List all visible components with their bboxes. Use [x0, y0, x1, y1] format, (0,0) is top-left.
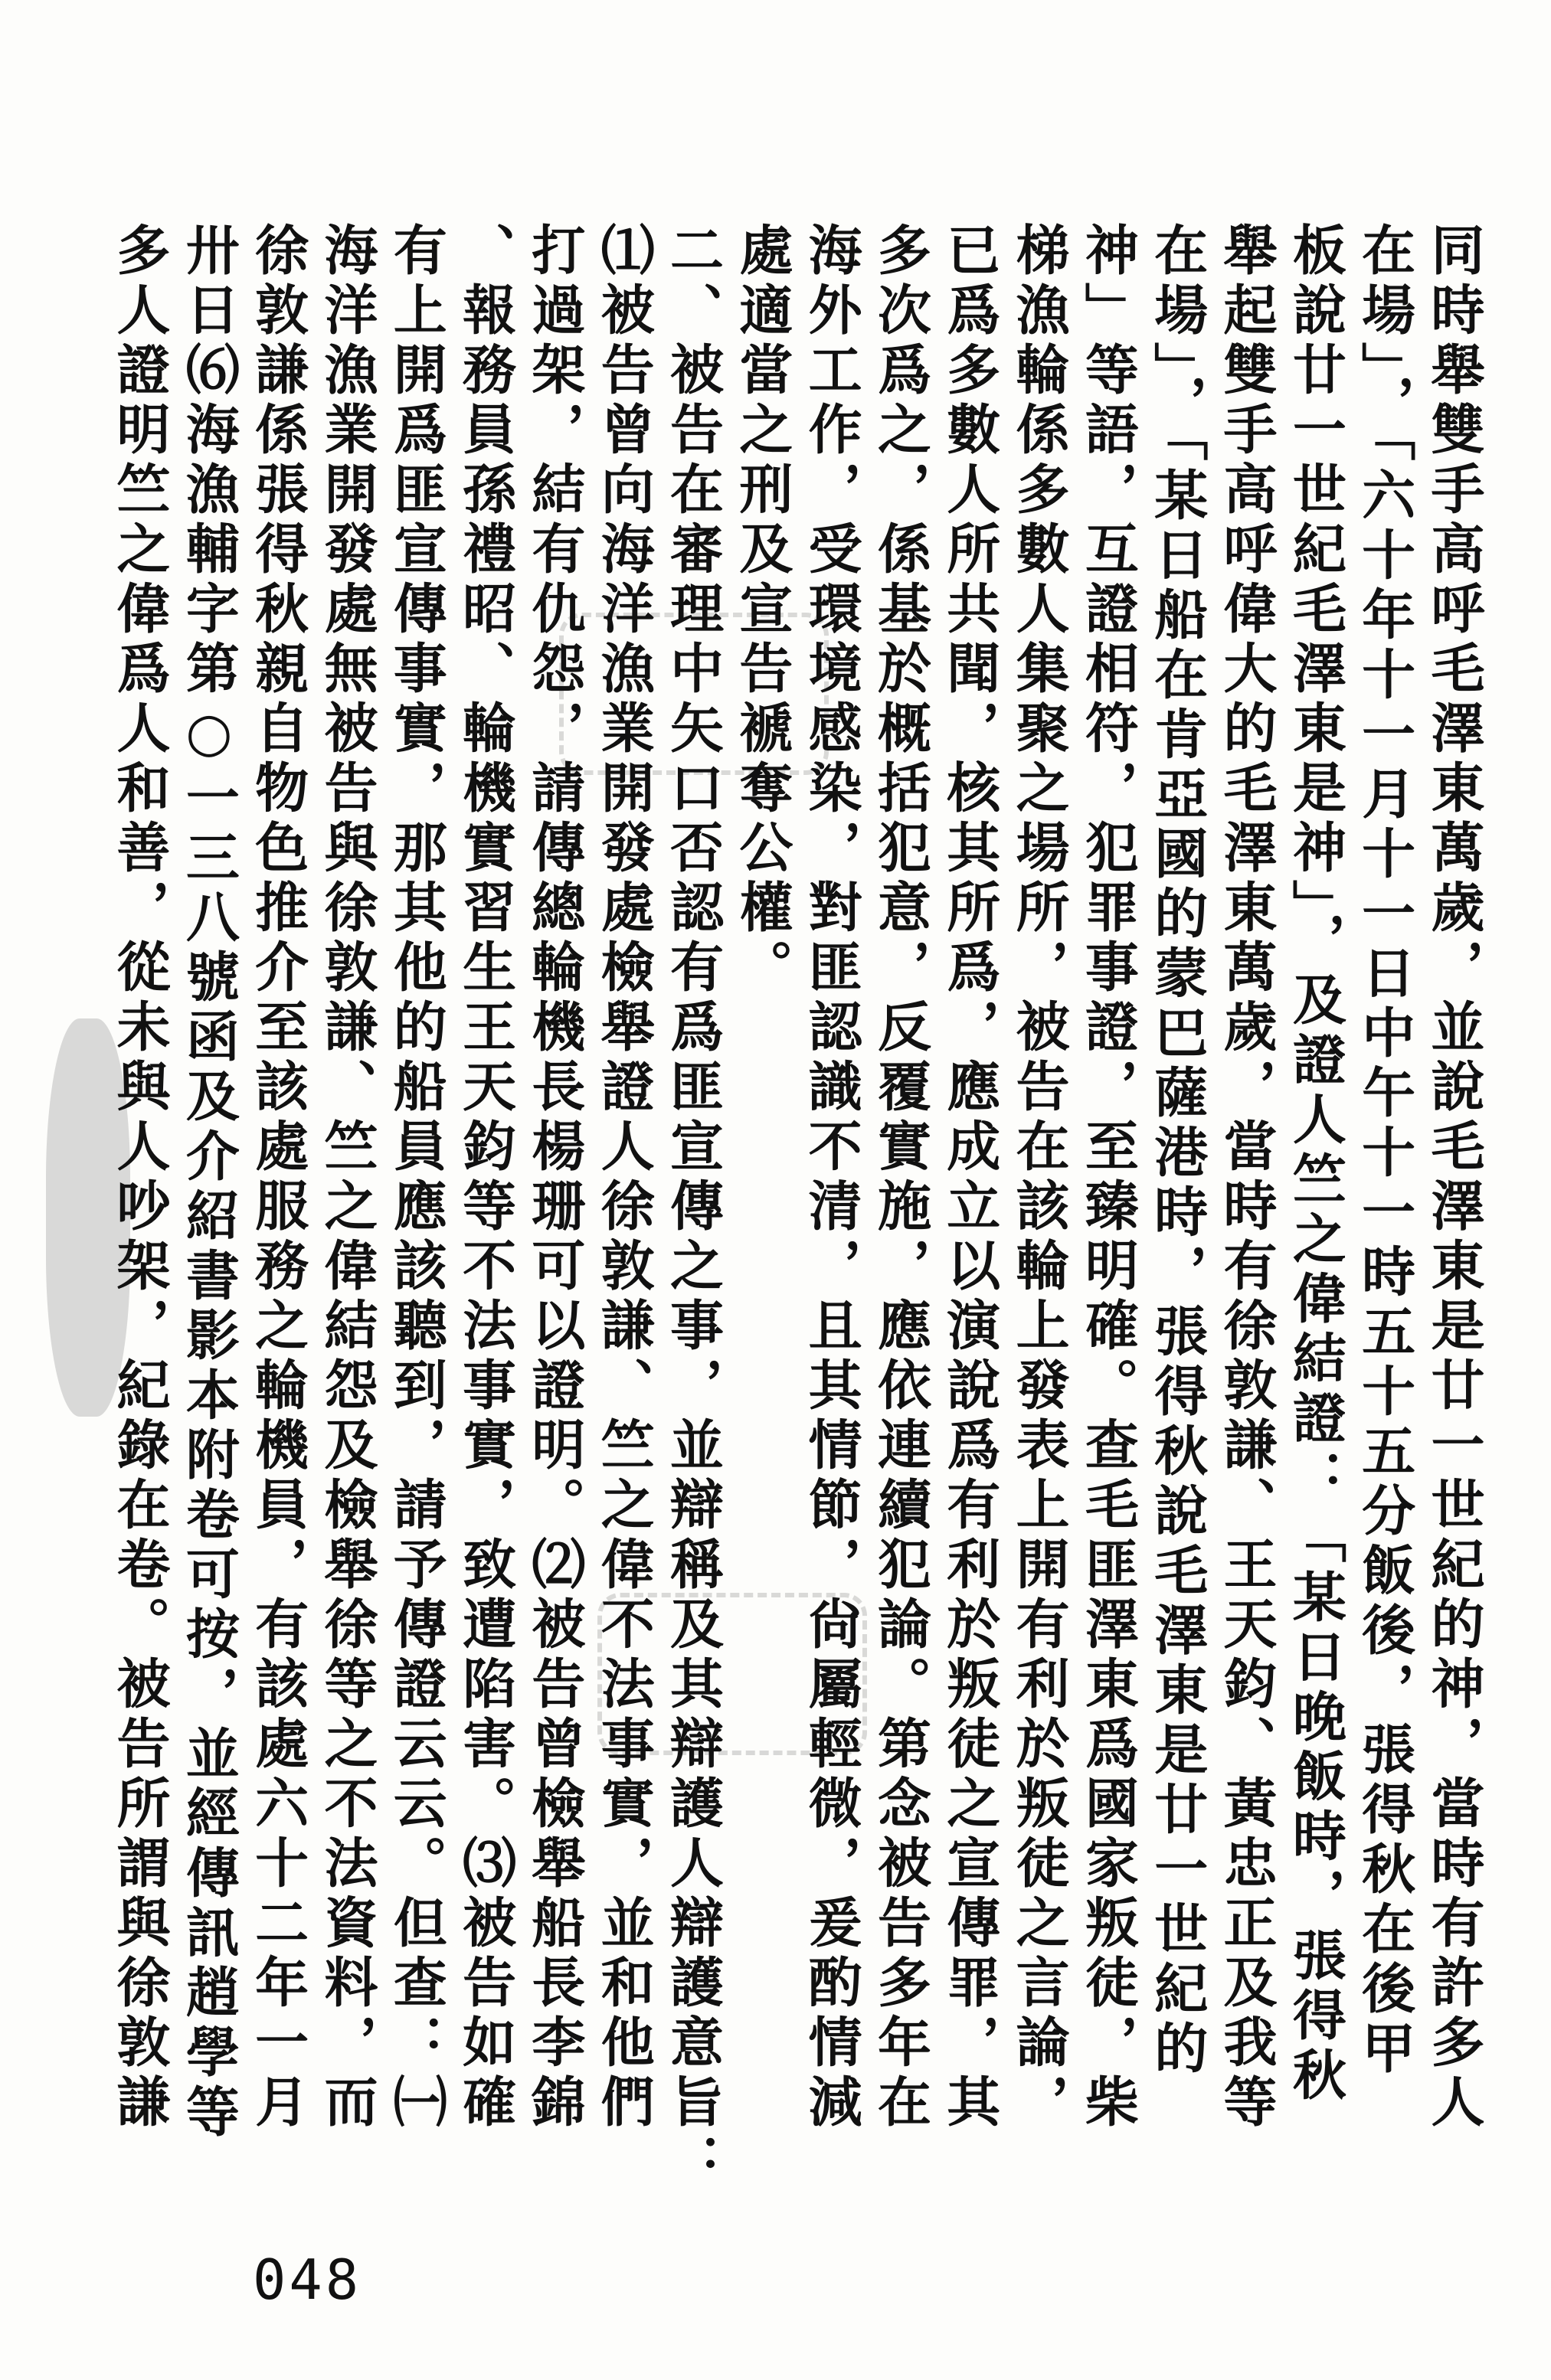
text-column: 二、被告在審理中矢口否認有爲匪宣傳之事，並辯稱及其辯護人辯護意旨：	[661, 222, 725, 2193]
text-column: 多人證明竺之偉爲人和善，從未與人吵架，紀錄在卷。被告所謂與徐敦謙	[108, 222, 172, 2133]
text-column: 海洋漁業開發處無被告與徐敦謙、竺之偉結怨及檢舉徐等之不法資料，而	[315, 222, 379, 2133]
text-column: 舉起雙手高呼偉大的毛澤東萬歲，當時有徐敦謙、王天鈞、黃忠正及我等	[1215, 222, 1278, 2133]
text-column: 梯漁輪係多數人集聚之場所，被告在該輪上發表上開有利於叛徒之言論，	[1007, 222, 1072, 2133]
text-column: ⑴被告曾向海洋漁業開發處檢舉證人徐敦謙、竺之偉不法事實，並和他們	[592, 222, 656, 2133]
text-column: 處適當之刑及宣告褫奪公權。	[730, 222, 794, 999]
text-column: 多次爲之，係基於概括犯意，反覆實施，應依連續犯論。第念被告多年在	[869, 222, 933, 2133]
text-column: 板說廿一世紀毛澤東是神」，及證人竺之偉結證：「某日晚飯時，張得秋	[1284, 222, 1348, 2107]
text-column: 徐敦謙係張得秋親自物色推介至該處服務之輪機員，有該處六十二年一月	[246, 222, 310, 2133]
text-column: 、報務員孫禮昭、輪機實習生王天鈞等不法事實，致遭陷害。⑶被告如確	[453, 222, 518, 2133]
text-column: 有上開爲匪宣傳事實，那其他的船員應該聽到，請予傳證云云。但查：㈠	[384, 222, 449, 2133]
text-column: 在場」，「某日船在肯亞國的蒙巴薩港時，張得秋說毛澤東是廿一世紀的	[1145, 222, 1209, 2080]
text-column: 神」等語，互證相符，犯罪事證，至臻明確。查毛匪澤東爲國家叛徒，柴	[1076, 222, 1140, 2133]
vertical-text-block	[107, 222, 1486, 2221]
text-column: 卅日⑹海漁輔字第○一三八號函及介紹書影本附卷可按，並經傳訊趙學等	[177, 222, 241, 2143]
text-column: 在場」，「六十年十一月十一日中午十一時五十五分飯後，張得秋在後甲	[1353, 222, 1417, 2080]
page-number: 048	[253, 2248, 362, 2312]
text-column: 打過架，結有仇怨，請傳總輪機長楊珊可以證明。⑵被告曾檢舉船長李錦	[522, 222, 587, 2133]
text-column: 已爲多數人所共聞，核其所爲，應成立以演說爲有利於叛徒之宣傳罪，其	[937, 222, 1002, 2133]
text-column: 同時舉雙手高呼毛澤東萬歲，並說毛澤東是廿一世紀的神，當時有許多人	[1422, 222, 1486, 2133]
text-column: 海外工作，受環境感染，對匪認識不清，且其情節，尙屬輕微，爰酌情減	[800, 222, 864, 2133]
